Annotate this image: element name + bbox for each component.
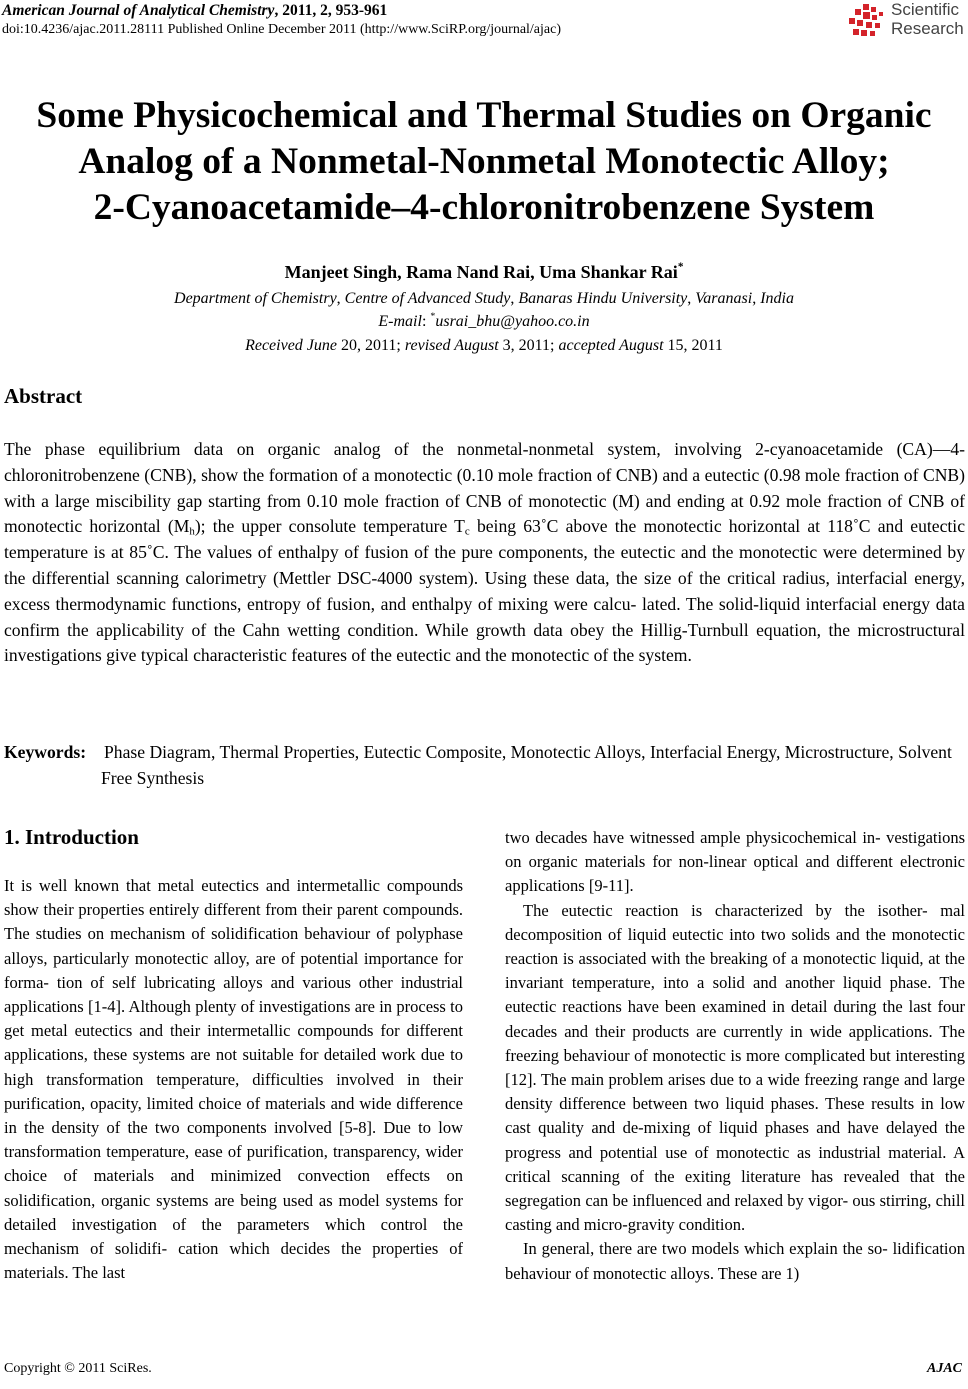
- subscript: h: [189, 526, 195, 539]
- journal-abbreviation: AJAC: [926, 1361, 962, 1376]
- journal-citation: [2, 2, 387, 20]
- subscript: c: [464, 526, 470, 539]
- abstract-text: The phase equilibrium data on organic analog of the nonmetal-nonmetal system, involving 2-cyanoacetamide (CA)―4-chloronitrobenzene (CNB), show the formation of a monotectic (0.10 mole fraction of CNB) and a eutectic (0.98 mole fraction of CNB) with a large miscibility gap starting from 0.10 mole fraction of CNB of monotectic (M) and ending at 0.92 mole fraction of CNB of monotectic horizontal (M: [4, 439, 965, 537]
- received-dates: [0, 335, 968, 357]
- affiliation-country: India: [760, 290, 794, 307]
- left-column: [4, 874, 463, 1285]
- journal-volume-pages: , 2011, 2, 953-961: [274, 2, 388, 19]
- accepted-label: accepted August: [558, 337, 664, 354]
- affiliation-city: Varanasi: [695, 290, 753, 307]
- revised-date: 3, 2011;: [498, 337, 559, 354]
- author-list: [0, 260, 968, 284]
- paragraph: two decades have witnessed ample physicochemical in- vestigations on organic materials for non-linear optical and different electronic applications [9-11].: [505, 828, 965, 896]
- abstract-text: being 63˚C above the monotectic horizontal at 118˚C and eutectic temperature is at 85˚C. The values of enthalpy of fusion of the pure components, the eutectic and the monotectic were determined by the differential scanning calorimetry (Mettler DSC-4000 system). Using these data, the size of the critical radius, interfacial energy, excess thermodynamic functions, entropy of fusion, and enthalpy of mixing were calcu- lated. The solid-liquid interfacial energy data confirm the applicability of the Cahn wetting condition. While growth data obey the Hillig-Turnbull equation, the microstructural investigations give typical characteristic features of the eutectic and the monotectic of the system.: [4, 516, 966, 666]
- email-address[interactable]: usrai_bhu@yahoo.co.in: [435, 313, 590, 330]
- paragraph: The eutectic reaction is characterized by the isother- mal decomposition of liquid eutectic into two solids and the monotectic reaction is associated with the breaking of a monotectic liquid, at the invariant temperature, into a solid and another liquid phase. The eutectic reactions have been examined in detail during the last four decades and their products are currently in wide applications. The freezing behaviour of monotectic is more complicated but interesting [12]. The main problem arises due to a wide freezing range and large density difference between two liquid phases. These results in low cast quality and de-mixing of liquid phases and have delayed the progress and potential use of monotectic as industrial material. A critical scanning of the exiting literature has revealed that the segregation can be influenced and relaxed by vigor- ous stirring, chill casting and micro-gravity condition.: [505, 900, 965, 1235]
- publisher-logo: [847, 0, 968, 42]
- paragraph: In general, there are two models which explain the so- lidification behaviour of monotectic alloys. These are 1): [505, 1239, 965, 1283]
- paper-title: [0, 93, 968, 231]
- corresponding-mark: *: [677, 261, 684, 274]
- copyright-notice: Copyright © 2011 SciRes.: [4, 1361, 152, 1376]
- logo-text-scientific: Scientific: [891, 0, 960, 19]
- revised-label: revised August: [404, 337, 499, 354]
- separator: ,: [752, 290, 761, 307]
- abstract-text: ); the upper consolute temperature T: [194, 516, 465, 537]
- received-label: Received June: [245, 337, 338, 354]
- right-column: [505, 826, 965, 1286]
- affiliation-dept: Department of Chemistry: [174, 290, 337, 307]
- separator: ,: [687, 290, 696, 307]
- email-label: E-mail: [378, 313, 422, 330]
- author-names: Manjeet Singh, Rama Nand Rai, Uma Shankar Rai: [284, 262, 678, 282]
- affiliation-university: Banaras Hindu University: [518, 290, 688, 307]
- affiliation: [0, 288, 968, 310]
- accepted-date: 15, 2011: [663, 337, 723, 354]
- doi-line: doi:10.4236/ajac.2011.28111 Published Online December 2011 (http://www.SciRP.org/journal/ajac): [2, 22, 562, 37]
- section-heading-introduction: 1. Introduction: [4, 825, 139, 849]
- abstract-body: [4, 437, 965, 669]
- keywords-list: Phase Diagram, Thermal Properties, Eutectic Composite, Monotectic Alloys, Interfacial Energy, Microstructure, Solvent Free Synthesis: [101, 742, 952, 788]
- email-mark: *: [430, 311, 436, 323]
- affiliation-centre: Centre of Advanced Study: [344, 290, 511, 307]
- email-line: [0, 311, 968, 333]
- title-line: Analog of a Nonmetal-Nonmetal Monotectic Alloy;: [78, 141, 890, 182]
- journal-name: American Journal of Analytical Chemistry: [2, 2, 275, 19]
- dot-cluster-icon: [847, 4, 887, 40]
- abstract-heading: Abstract: [4, 384, 83, 408]
- logo-text-research: Research: [891, 19, 964, 38]
- separator: ,: [510, 290, 519, 307]
- email-colon: :: [421, 313, 431, 330]
- paragraph: It is well known that metal eutectics and intermetallic compounds show their properties entirely different from their parent compounds. The studies on mechanism of solidification behaviour of polyphase alloys, particularly monotectic alloy, are of potential importance for forma- tion of self lubricating alloys and various other industrial applications [1-4]. Although plenty of investigations are in process to get metal eutectics and their intermetallic compounds for different applications, these systems are not suitable for detailed work due to high transformation temperature, difficulties involved in their purification, opacity, limited choice of materials and wide difference in the density of the two components involved [5-8]. Due to low transformation temperature, ease of purification, transparency, wider choice of materials and minimized convection effects on solidification, organic systems are being used as model systems for detailed investigation of the parameters which control the mechanism of solidifi- cation which decides the properties of materials. The last: [4, 876, 463, 1283]
- title-line: Some Physicochemical and Thermal Studies on Organic: [36, 95, 932, 136]
- keywords-label: Keywords:: [4, 742, 87, 762]
- title-line: 2-Cyanoacetamide–4-chloronitrobenzene System: [93, 187, 875, 228]
- received-date: 20, 2011;: [337, 337, 405, 354]
- separator: ,: [336, 290, 345, 307]
